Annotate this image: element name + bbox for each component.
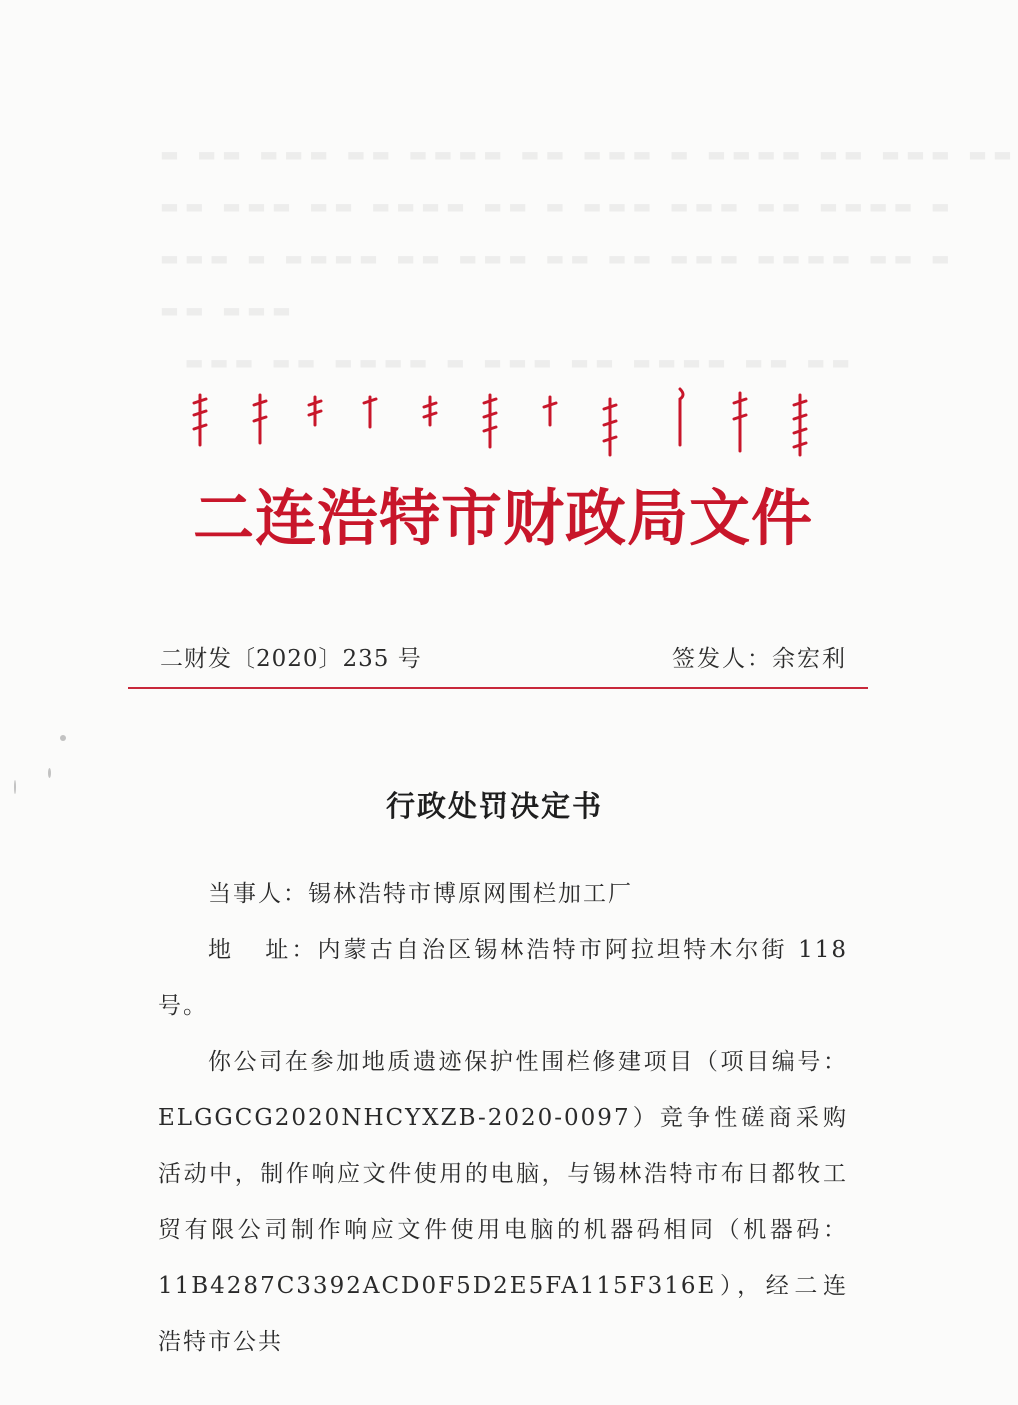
address-value: 内蒙古自治区锡林浩特市阿拉坦特木尔街 118 号。 <box>158 937 849 1019</box>
address-label-2: 址： <box>264 937 318 963</box>
address-line <box>158 922 848 1034</box>
scan-speck <box>14 780 16 794</box>
party-line: 当事人：锡林浩特市博原网围栏加工厂 <box>208 881 633 907</box>
address-label-1: 地 <box>208 937 235 963</box>
document-number: 二财发〔2020〕235 号 <box>160 646 422 672</box>
body-paragraph: 你公司在参加地质遗迹保护性围栏修建项目（项目编号：ELGGCG2020NHCYXZB-2020-0097）竞争性磋商采购活动中，制作响应文件使用的电脑，与锡林浩特市布日都牧工贸有限公司制作响应文件使用电脑的机器码相同（机器码：11B4287C3392ACD0F5D2E5FA115F316E），经二连浩特市公共 <box>158 1049 848 1355</box>
red-divider <box>128 687 868 689</box>
issuing-authority-title: 二连浩特市财政局文件 <box>192 483 813 554</box>
show-through-text: ▬ ▬▬ ▬▬▬ ▬▬ ▬▬▬▬ ▬▬ ▬▬▬ ▬ ▬▬▬▬ ▬▬ ▬▬▬ ▬▬ ▬▬ ▬▬▬ ▬▬ ▬▬▬▬ ▬▬ ▬ ▬▬▬ ▬▬▬ ▬▬ ▬▬▬▬ ▬ ▬▬▬ ▬ ▬▬▬▬ ▬▬ ▬▬▬ ▬▬ ▬▬ ▬▬▬ ▬▬▬▬ ▬▬ ▬ ▬▬ ▬▬▬ ▬▬▬ ▬▬ ▬▬▬▬ ▬ ▬▬▬ ▬▬ ▬▬▬▬ ▬▬ ▬▬ <box>160 142 1018 374</box>
mongolian-script-header <box>190 385 830 460</box>
document-heading: 行政处罚决定书 <box>385 789 603 823</box>
signer: 签发人：余宏利 <box>672 646 847 672</box>
scan-speck <box>60 735 66 741</box>
document-body <box>158 866 848 1370</box>
scan-speck <box>48 768 51 778</box>
